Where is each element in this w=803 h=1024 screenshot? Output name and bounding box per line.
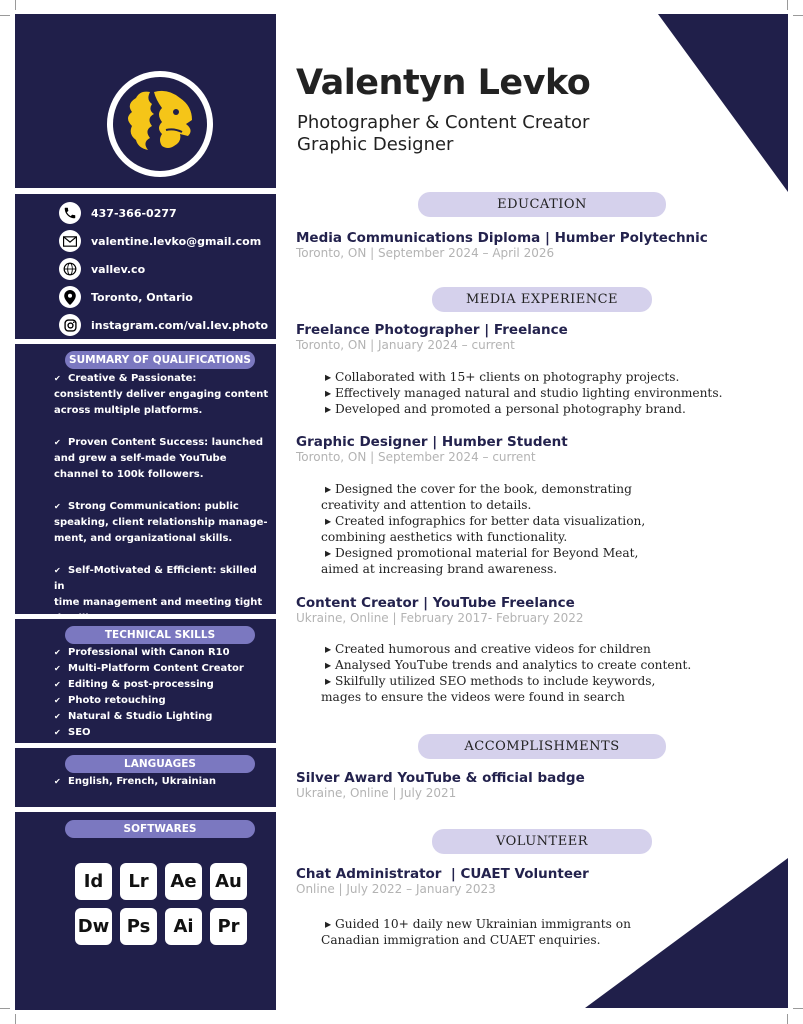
audition-icon: Au — [210, 863, 247, 900]
skill-item: ✔ Photo retouching — [54, 693, 166, 709]
check-icon: ✔ — [54, 664, 61, 673]
media-experience-heading: MEDIA EXPERIENCE — [432, 287, 652, 312]
summary-item: ✔ Creative & Passionate: consistently deliver engaging content across multiple platforms. — [54, 373, 269, 416]
photoshop-icon: Ps — [120, 908, 157, 945]
after-effects-icon: Ae — [165, 863, 202, 900]
lion-logo-icon — [106, 70, 214, 178]
skill-item: ✔ Multi-Platform Content Creator — [54, 661, 244, 677]
check-icon: ✔ — [54, 728, 61, 737]
check-icon: ✔ — [54, 712, 61, 721]
job-title: Content Creator | YouTube Freelance — [296, 595, 575, 611]
crop-mark — [793, 1008, 803, 1009]
check-icon: ✔ — [54, 502, 61, 511]
contact-email-text: valentine.levko@gmail.com — [91, 234, 262, 248]
contact-email[interactable] — [59, 230, 261, 252]
illustrator-icon: Ai — [165, 908, 202, 945]
skill-item: ✔ Natural & Studio Lighting — [54, 709, 212, 725]
role-line-2: Graphic Designer — [297, 134, 454, 155]
check-icon: ✔ — [54, 648, 61, 657]
crop-mark — [15, 1014, 16, 1024]
job-meta: Ukraine, Online | February 2017- February 2022 — [296, 611, 584, 625]
summary-item: ✔ Self-Motivated & Efficient: skilled in time management and meeting tight — [54, 565, 263, 608]
job-title: Graphic Designer | Humber Student — [296, 434, 568, 450]
premiere-icon: Pr — [210, 908, 247, 945]
candidate-name: Valentyn Levko — [296, 63, 591, 103]
logo-panel — [15, 14, 276, 188]
contact-location-text: Toronto, Ontario — [91, 290, 193, 304]
language-item: ✔ English, French, Ukrainian — [54, 774, 216, 790]
role-line-1: Photographer & Content Creator — [297, 112, 590, 133]
softwares-heading: SOFTWARES — [65, 820, 255, 838]
education-heading: EDUCATION — [418, 192, 666, 217]
contact-phone[interactable] — [59, 202, 177, 224]
lightroom-icon: Lr — [120, 863, 157, 900]
skill-item: ✔ Professional with Canon R10 — [54, 645, 230, 661]
job-bullets: ▸ Designed the cover for the book, demonstrating creativity and attention to details. ▸ Created infographics for better data visualization, combining aesthetics with functionality. ▸ Designed promotional material for Beyond Meat, aimed at increasing brand awareness. — [321, 482, 646, 576]
crop-mark — [787, 0, 788, 10]
job-meta: Toronto, ON | January 2024 – current — [296, 338, 515, 352]
indesign-icon: Id — [75, 863, 112, 900]
dreamweaver-icon: Dw — [75, 908, 112, 945]
contact-instagram-text: instagram.com/val.lev.photo — [91, 318, 269, 332]
crop-mark — [787, 1014, 788, 1024]
check-icon: ✔ — [54, 438, 61, 447]
volunteer-title: Chat Administrator | CUAET Volunteer — [296, 866, 589, 882]
crop-mark — [0, 15, 10, 16]
software-grid — [75, 863, 250, 945]
job-meta: Toronto, ON | September 2024 – current — [296, 450, 536, 464]
education-meta: Toronto, ON | September 2024 – April 2026 — [296, 246, 555, 260]
skill-item: ✔ SEO — [54, 725, 91, 741]
languages-heading: LANGUAGES — [65, 755, 255, 773]
contact-location — [59, 286, 193, 308]
crop-mark — [0, 1008, 10, 1009]
skill-item: ✔ Editing & post-processing — [54, 677, 214, 693]
contact-instagram[interactable] — [59, 314, 268, 336]
volunteer-bullets: ▸ Guided 10+ daily new Ukrainian immigrants on Canadian immigration and CUAET enquiries. — [321, 917, 631, 947]
job-bullets: ▸ Collaborated with 15+ clients on photography projects. ▸ Effectively managed natural and studio lighting environments. ▸ Developed and promoted a personal photography brand. — [325, 370, 723, 416]
summary-item: ✔ Strong Communication: public speaking, client relationship manage- ment, and organizational skills. — [54, 501, 268, 544]
contact-phone-text: 437-366-0277 — [91, 206, 177, 220]
check-icon: ✔ — [54, 777, 61, 786]
summary-heading: SUMMARY OF QUALIFICATIONS — [65, 351, 255, 369]
job-bullets: ▸ Created humorous and creative videos for children ▸ Analysed YouTube trends and analytics to create content. ▸ Skilfully utilized SEO methods to include keywords, mages to ensure the videos were found in search — [321, 642, 692, 704]
job-title: Freelance Photographer | Freelance — [296, 322, 568, 338]
top-right-triangle — [658, 14, 788, 194]
contact-website-text: vallev.co — [91, 262, 146, 276]
education-title: Media Communications Diploma | Humber Polytechnic — [296, 230, 708, 246]
crop-mark — [15, 0, 16, 10]
check-icon: ✔ — [54, 566, 61, 575]
check-icon: ✔ — [54, 696, 61, 705]
contact-website[interactable] — [59, 258, 145, 280]
globe-icon — [59, 258, 81, 280]
volunteer-meta: Online | July 2022 – January 2023 — [296, 882, 496, 896]
instagram-icon — [59, 314, 81, 336]
summary-item: ✔ Proven Content Success: launched and grew a self-made YouTube channel to 100k followers. — [54, 437, 264, 480]
volunteer-heading: VOLUNTEER — [432, 829, 652, 854]
check-icon: ✔ — [54, 680, 61, 689]
crop-mark — [793, 15, 803, 16]
accomplishment-meta: Ukraine, Online | July 2021 — [296, 786, 457, 800]
technical-skills-heading: TECHNICAL SKILLS — [65, 626, 255, 644]
phone-icon — [59, 202, 81, 224]
accomplishments-heading: ACCOMPLISHMENTS — [418, 734, 666, 759]
location-pin-icon — [59, 286, 81, 308]
email-icon — [59, 230, 81, 252]
check-icon: ✔ — [54, 374, 61, 383]
accomplishment-title: Silver Award YouTube & official badge — [296, 770, 585, 786]
